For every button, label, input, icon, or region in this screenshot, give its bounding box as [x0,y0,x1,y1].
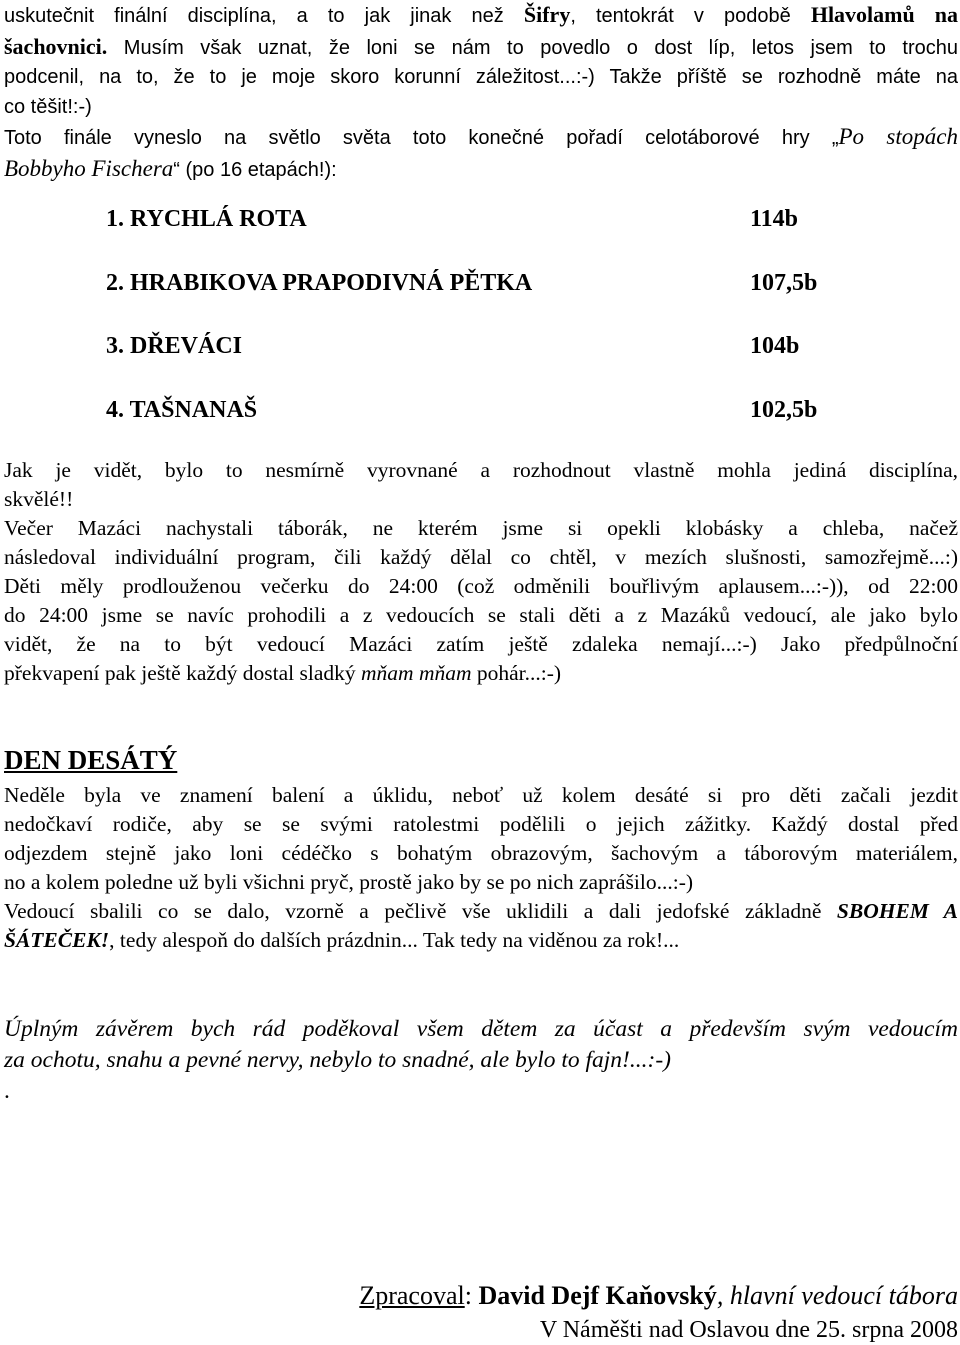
day10-paragraph [4,781,958,955]
day10-line-1: Neděle byla ve znamení balení a úklidu, neboť už kolem desáté si pro děti začali jezdit [4,783,958,807]
evening-line-6 [4,659,958,688]
thanks-line-2: za ochotu, snahu a pevné nervy, nebylo to snadné, ale bylo to fajn!...:-) [4,1047,671,1073]
intro-line-1 [4,0,958,32]
day10-line-4: no a kolem poledne už byli všichni pryč, prostě jako by se po nich zaprášilo...:-) [4,870,694,894]
day10-text: Vedoucí sbalili co se dalo, vzorně a pečlivě vše uklidili a dali jedofské základně [4,899,837,923]
sachovnici-bold: šachovnici. [4,33,108,59]
sifry-bold: Šifry [523,2,571,27]
day10-text: , tedy alespoň do dalších prázdnin... Tak tedy na viděnou za rok!... [109,928,680,952]
team-name: 1. RYCHLÁ ROTA [106,206,307,232]
evening-line-5: vidět, že na to být vedoucí Mazáci zatím ještě zdaleka nemají...:-) Jako předpůlnoční [4,632,958,656]
footer-colon: : [464,1281,479,1310]
evening-paragraph [4,514,958,688]
intro-text: “ (po 16 etapách!): [173,158,337,181]
intro-line-5 [4,122,958,154]
team-score: 102,5b [750,397,818,423]
evening-line-4: do 24:00 jsme se navíc prohodili a z vedoucích se stali děti a z Mazáků vedoucí, ale jako bylo [4,603,958,627]
section-heading: DEN DESÁTÝ [4,745,178,775]
farewell-bold-italic: ŠÁTEČEK! [4,928,110,952]
intro-line-6 [4,154,958,186]
footer-author: David Dejf Kaňovský [478,1281,717,1310]
thanks-paragraph [4,1014,958,1107]
day10-line-6 [4,926,958,955]
comment-line-1: Jak je vidět, bylo to nesmírně vyrovnané a rozhodnout vlastně mohla jediná disciplína, [4,458,958,482]
footer-signature [359,1281,958,1311]
game-title-italic: Bobbyho Fischera [4,155,174,181]
thanks-line-1: Úplným závěrem bych rád poděkoval všem dětem za účast a především svým vedoucím [4,1016,958,1042]
footer-place-date: V Náměšti nad Oslavou dne 25. srpna 2008 [539,1317,958,1343]
farewell-bold-italic: SBOHEM A [836,899,958,923]
day10-line-5 [4,897,958,926]
mnam-italic: mňam mňam [361,661,472,685]
intro-text: , tentokrát v podobě [570,5,811,27]
evening-text: pohár...:-) [471,661,562,685]
intro-line-2 [4,32,958,64]
intro-paragraph [4,0,958,185]
team-name: 2. HRABIKOVA PRAPODIVNÁ PĚTKA [106,270,533,296]
team-score: 104b [750,333,800,359]
ranking-comment [4,456,958,514]
footer-label: Zpracoval [359,1281,465,1310]
intro-text: Musím však uznat, že loni se nám to povedlo o dost líp, letos jsem to trochu [107,36,958,59]
comment-line-2: skvělé!! [4,487,74,511]
hlavolamy-bold: Hlavolamů na [810,2,959,27]
day10-line-3: odjezdem stejně jako loni cédéčko s bohatým obrazovým, šachovým a táborovým materiálem, [4,841,958,865]
evening-line-3: Děti měly prodlouženou večerku do 24:00 (což odměnili bouřlivým aplausem...:-)), od 22:00 [4,574,958,598]
team-score: 107,5b [750,270,818,296]
intro-line-3: podcenil, na to, že to je moje skoro korunní záležitost...:-) Takže příště se rozhodně máte na [4,66,958,88]
evening-text: překvapení pak ještě každý dostal sladký [4,661,362,685]
team-name: 4. TAŠNANAŠ [106,397,258,423]
evening-line-2: následoval individuální program, čili každý dělal co chtěl, v mezích slušnosti, samozřejmě...:) [4,545,958,569]
thanks-dot: . [4,1078,10,1104]
day10-line-2: nedočkaví rodiče, aby se se svými ratolestmi podělili o jejich zážitky. Každý dostal před [4,812,958,836]
intro-line-4: co těšit!:-) [4,95,92,118]
intro-text: Toto finále vyneslo na světlo světa toto konečné pořadí celotáborové hry „ [4,127,839,149]
intro-text: uskutečnit finální disciplína, a to jak jinak než [4,5,524,27]
team-name: 3. DŘEVÁCI [106,333,243,359]
evening-line-1: Večer Mazáci nachystali táborák, ne kterém jsme si opekli klobásky a chleba, načež [4,516,958,540]
game-title-italic: Po stopách [838,124,958,149]
footer-role: , hlavní vedoucí tábora [716,1281,958,1310]
team-score: 114b [750,206,799,232]
